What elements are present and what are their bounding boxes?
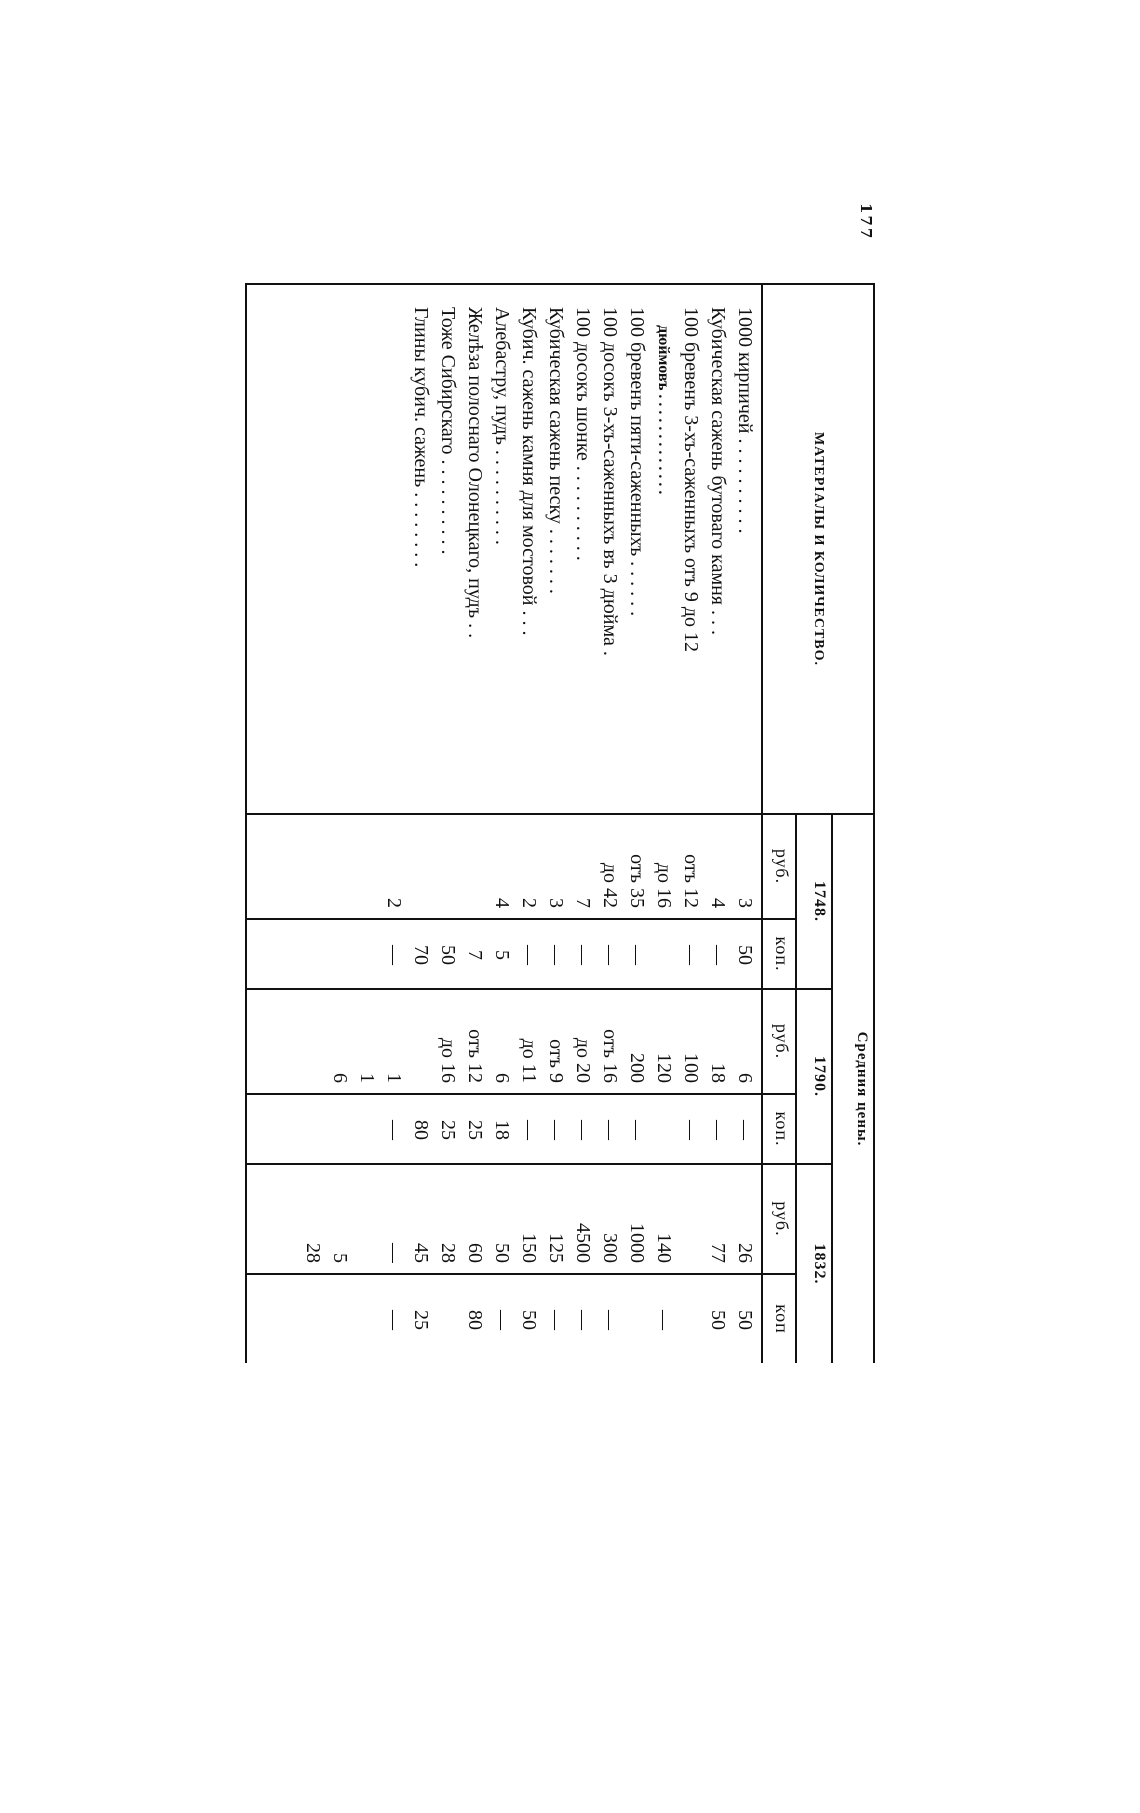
material-line: 100 бревенъ 3-хъ-саженныхъ отъ 9 до 12 <box>680 307 702 653</box>
value-line: 45 <box>410 1243 432 1263</box>
value-line: — <box>383 945 405 965</box>
value-entry <box>569 1171 623 1263</box>
value-line: — <box>680 945 702 965</box>
value-line: 80 <box>464 1310 486 1331</box>
rub-header: руб. <box>762 814 796 919</box>
value-line <box>407 996 434 1083</box>
value-line: до 20 <box>572 1037 594 1083</box>
value-line: 50 <box>491 1243 513 1263</box>
value-line: — <box>707 945 729 965</box>
value-line: — <box>545 1120 567 1140</box>
value-line: 60 <box>464 1243 486 1263</box>
value-line: 77 <box>707 1243 729 1263</box>
value-line: 7 <box>464 950 486 960</box>
value-line: отъ 9 <box>545 1039 567 1083</box>
value-entry <box>731 1101 758 1159</box>
value-line: 150 <box>518 1233 540 1263</box>
value-line: 2 <box>518 898 540 908</box>
value-line: — <box>383 1243 405 1263</box>
value-entry <box>461 1171 515 1263</box>
value-entry <box>407 926 434 984</box>
value-entry <box>326 1171 353 1263</box>
column-1748-kop <box>246 919 762 989</box>
materials-column <box>246 284 762 814</box>
value-entry <box>569 996 623 1083</box>
value-line: до 16 <box>437 1037 459 1083</box>
kop-header: коп. <box>762 919 796 989</box>
value-line: 28 <box>302 1243 324 1263</box>
material-line: дюймовъ . . . . . . . . . . . . . <box>655 325 672 495</box>
value-line: 25 <box>464 1120 486 1140</box>
value-line: 200 <box>626 1053 648 1083</box>
value-line: — <box>626 1120 648 1140</box>
value-line: — <box>626 945 648 965</box>
year-header-1748: 1748. <box>796 814 832 989</box>
value-line: — <box>545 1310 567 1331</box>
value-line: до 11 <box>518 1038 540 1083</box>
material-line: Желѣза полоснаго Олонецкаго, пудъ . . <box>464 307 486 639</box>
value-entry <box>569 821 596 908</box>
value-entry <box>380 1101 407 1159</box>
value-line <box>407 821 434 908</box>
value-entry <box>704 821 731 908</box>
value-entry <box>731 821 758 908</box>
material-entry <box>542 307 569 807</box>
material-entry <box>596 307 623 807</box>
value-entry <box>704 1281 758 1359</box>
value-line <box>650 926 677 984</box>
value-line: отъ 12 <box>464 1029 486 1083</box>
value-line: 1 <box>383 1073 405 1083</box>
material-line: 100 досокъ шонке . . . . . . . . . . <box>572 307 594 561</box>
value-entry <box>623 1281 677 1359</box>
value-entry <box>434 821 461 908</box>
value-line: 50 <box>734 1310 756 1331</box>
material-entry <box>434 307 461 807</box>
material-line: 1000 кирпичей . . . . . . . . . . <box>734 307 756 534</box>
page-number: 177 <box>857 203 875 241</box>
value-entry <box>434 1101 461 1159</box>
value-entry <box>380 1171 407 1263</box>
value-entry <box>542 1101 569 1159</box>
value-line: 3 <box>545 898 567 908</box>
value-line: — <box>572 1120 594 1140</box>
material-line: Тоже Сибирскаго . . . . . . . . . . <box>437 307 459 555</box>
value-entry <box>380 996 407 1083</box>
material-entry <box>731 307 758 807</box>
value-line: 2 <box>383 898 405 908</box>
value-entry <box>434 996 488 1083</box>
value-line: — <box>383 1310 405 1331</box>
value-entry <box>704 1171 758 1263</box>
value-line: 7 <box>572 898 594 908</box>
value-line: 80 <box>410 1120 432 1140</box>
value-line: 50 <box>707 1310 729 1331</box>
value-entry <box>407 1281 434 1359</box>
material-entry <box>407 307 434 807</box>
value-entry <box>434 926 461 984</box>
value-entry <box>434 1171 461 1263</box>
value-line: — <box>599 945 621 965</box>
value-line <box>434 821 461 908</box>
value-entry <box>623 1171 677 1263</box>
value-line: — <box>518 945 540 965</box>
column-1748-rub <box>246 814 762 919</box>
value-entry <box>407 996 434 1083</box>
value-line: — <box>383 1120 405 1140</box>
column-1832-rub <box>246 1164 762 1274</box>
value-entry <box>677 1281 704 1359</box>
value-line: 1 <box>356 1073 378 1083</box>
value-entry <box>569 926 596 984</box>
value-entry <box>677 1171 704 1263</box>
value-line: — <box>572 1310 594 1331</box>
value-entry <box>461 1281 488 1359</box>
value-line: 100 <box>680 1053 702 1083</box>
value-entry <box>353 1171 380 1263</box>
value-entry <box>542 1281 569 1359</box>
value-entry <box>623 926 650 984</box>
value-line: — <box>707 1120 729 1140</box>
material-line: Кубич. сажень камня для мостовой . . . <box>518 307 540 636</box>
value-line: 5 <box>491 950 513 960</box>
value-line: 5 <box>329 1253 351 1263</box>
value-line: 6 <box>734 1073 756 1083</box>
value-entry <box>461 821 488 908</box>
value-line: 18 <box>707 1063 729 1083</box>
value-line <box>461 821 488 908</box>
value-line <box>650 1101 677 1159</box>
price-table-container <box>245 283 875 1363</box>
value-entry <box>650 1101 704 1159</box>
column-1790-rub <box>246 989 762 1094</box>
price-table-rotated <box>245 283 875 1363</box>
value-entry <box>704 996 731 1083</box>
value-entry <box>650 996 704 1083</box>
value-entry <box>515 996 569 1083</box>
value-line: 3 <box>734 898 756 908</box>
material-entry <box>515 307 542 807</box>
value-line <box>353 1171 380 1263</box>
rub-header: руб. <box>762 989 796 1094</box>
value-entry <box>650 821 704 908</box>
value-entry <box>515 1101 542 1159</box>
year-header-1790: 1790. <box>796 989 832 1164</box>
value-entry <box>407 821 434 908</box>
value-line: — <box>599 1310 621 1331</box>
value-line: отъ 12 <box>680 854 702 908</box>
value-entry <box>542 926 569 984</box>
material-line: Кубическая сажень бутоваго камня . . . <box>707 307 729 636</box>
material-entry <box>569 307 596 807</box>
value-line <box>434 1281 461 1359</box>
value-line: — <box>572 945 594 965</box>
material-entry <box>704 307 731 807</box>
value-line: 25 <box>410 1310 432 1331</box>
material-line: 100 бревенъ пяти-саженныхъ . . . . . . <box>626 307 648 617</box>
kop-header: коп <box>762 1274 796 1363</box>
value-entry <box>461 926 515 984</box>
value-entry <box>596 821 650 908</box>
value-line: до 16 <box>653 862 675 908</box>
materials-header: МАТЕРIАЛЫ И КОЛИЧЕСТВО. <box>762 284 874 814</box>
value-line: — <box>734 1120 756 1140</box>
value-entry <box>704 1101 731 1159</box>
value-line: — <box>599 1120 621 1140</box>
material-line: Глины кубич. сажень . . . . . . . . <box>410 307 432 568</box>
material-entry <box>461 307 488 807</box>
value-entry <box>407 1171 434 1263</box>
value-entry <box>731 926 758 984</box>
prices-header: Средния цены. <box>832 814 874 1363</box>
value-entry <box>488 996 515 1083</box>
value-line: до 42 <box>599 862 621 908</box>
value-entry <box>488 821 515 908</box>
value-line: 1000 <box>626 1223 648 1263</box>
value-entry <box>704 926 731 984</box>
material-line: 100 досокъ 3-хъ-саженныхъ въ 3 дюйма . <box>599 307 621 656</box>
value-entry <box>434 1281 461 1359</box>
value-line: 120 <box>653 1053 675 1083</box>
price-table <box>245 283 875 1363</box>
material-line: Кубическая сажень песку . . . . . . . <box>545 307 567 594</box>
value-line: 50 <box>518 1310 540 1331</box>
value-line: 4 <box>707 898 729 908</box>
value-line: — <box>545 945 567 965</box>
value-entry <box>596 1281 623 1359</box>
value-line: 300 <box>599 1233 621 1263</box>
value-entry <box>515 926 542 984</box>
value-entry <box>542 821 569 908</box>
value-entry <box>569 1281 596 1359</box>
value-line: 25 <box>437 1120 459 1140</box>
column-1790-kop <box>246 1094 762 1164</box>
value-line: — <box>491 1310 513 1331</box>
value-line: 50 <box>437 945 459 965</box>
value-line: 50 <box>734 945 756 965</box>
value-line <box>623 1281 650 1359</box>
value-entry <box>650 926 704 984</box>
value-line: 140 <box>653 1233 675 1263</box>
material-entry <box>488 307 515 807</box>
value-entry <box>623 1101 650 1159</box>
value-entry <box>731 996 758 1083</box>
value-entry <box>380 821 407 908</box>
value-line: 28 <box>437 1243 459 1263</box>
value-line <box>677 1171 704 1263</box>
value-line: 125 <box>545 1233 567 1263</box>
column-1832-kop <box>246 1274 762 1363</box>
value-line: 26 <box>734 1243 756 1263</box>
value-line: 6 <box>491 1073 513 1083</box>
value-line: — <box>653 1310 675 1331</box>
value-entry <box>407 1101 434 1159</box>
value-entry <box>623 996 650 1083</box>
value-entry <box>515 1171 569 1263</box>
value-entry <box>515 1281 542 1359</box>
material-entry <box>650 307 704 807</box>
year-header-1832: 1832. <box>796 1164 832 1363</box>
value-line: отъ 35 <box>626 854 648 908</box>
value-entry <box>326 996 353 1083</box>
kop-header: коп. <box>762 1094 796 1164</box>
value-line: — <box>680 1120 702 1140</box>
value-line: 70 <box>410 945 432 965</box>
value-entry <box>488 1281 515 1359</box>
value-entry <box>596 926 623 984</box>
value-line: 4 <box>491 898 513 908</box>
value-line: — <box>518 1120 540 1140</box>
value-entry <box>380 1281 407 1359</box>
value-entry <box>596 1101 623 1159</box>
value-line: 6 <box>329 1073 351 1083</box>
value-entry <box>515 821 542 908</box>
value-line: 18 <box>491 1120 513 1140</box>
value-line: отъ 16 <box>599 1029 621 1083</box>
value-entry <box>353 996 380 1083</box>
material-entry <box>623 307 650 807</box>
material-line: Алебастру, пудъ . . . . . . . . . . <box>491 307 513 545</box>
rub-header: руб. <box>762 1164 796 1274</box>
value-line: 4500 <box>572 1223 594 1263</box>
value-entry <box>299 1171 326 1263</box>
value-entry <box>380 926 407 984</box>
value-entry <box>569 1101 596 1159</box>
value-line <box>677 1281 704 1359</box>
value-entry <box>461 1101 515 1159</box>
